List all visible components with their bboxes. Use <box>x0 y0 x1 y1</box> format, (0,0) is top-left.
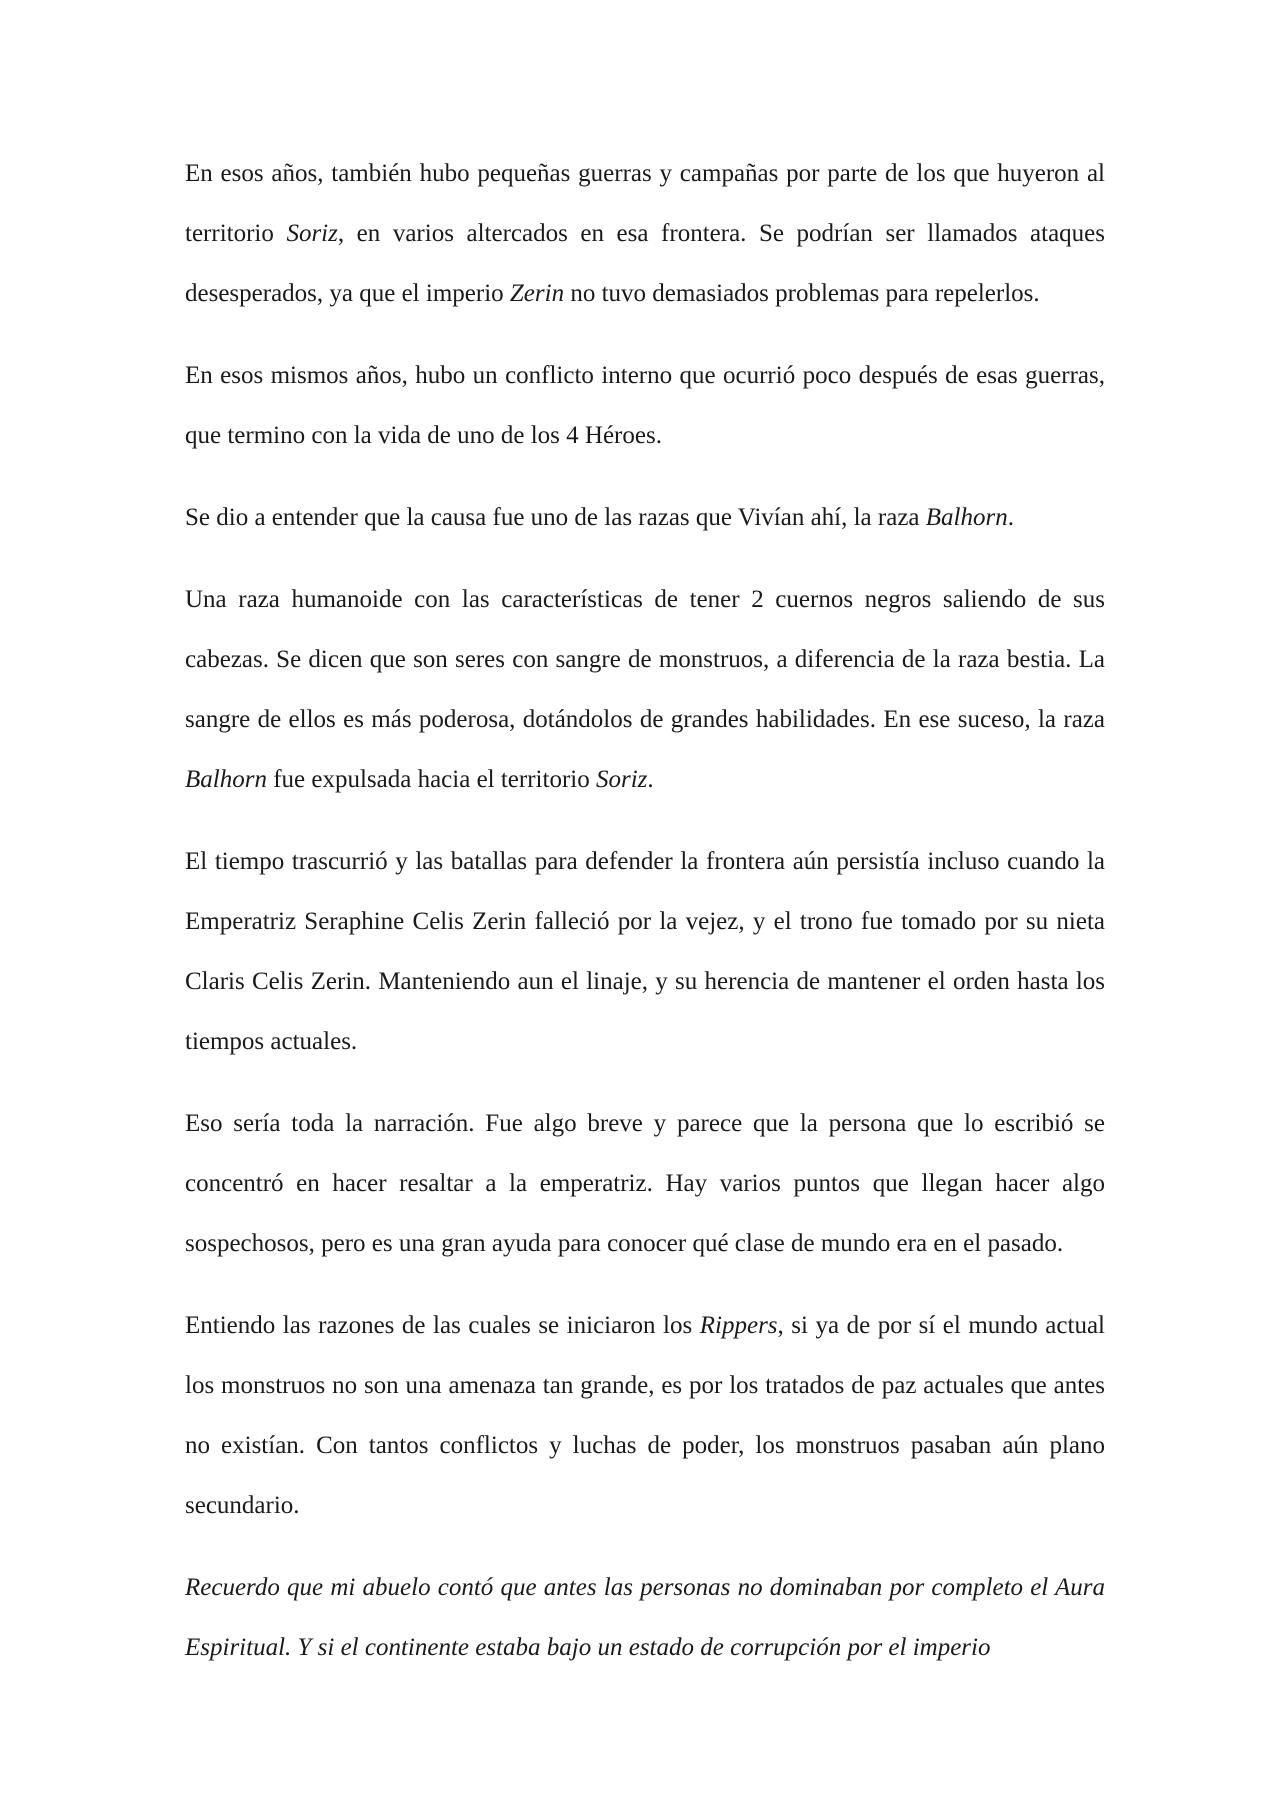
text-run: En esos mismos años, hubo un conflicto interno que ocurrió poco después de esas guerras, que termino con la vida de uno de los 4 Héroes. <box>185 362 1105 449</box>
text-run: . <box>1007 504 1014 531</box>
paragraph-7 <box>185 1296 1105 1536</box>
text-run: Entiendo las razones de las cuales se iniciaron los <box>185 1312 700 1339</box>
paragraph-8 <box>185 1558 1105 1678</box>
paragraph-2 <box>185 346 1105 466</box>
italic-term: Soriz <box>286 220 338 247</box>
paragraph-5 <box>185 832 1105 1072</box>
document-page <box>185 144 1105 1700</box>
text-run: Se dio a entender que la causa fue uno de las razas que Vivían ahí, la raza <box>185 504 926 531</box>
paragraph-1 <box>185 144 1105 324</box>
italic-term: Soriz <box>595 766 648 793</box>
italic-term: Balhorn <box>925 504 1008 531</box>
text-run: El tiempo trascurrió y las batallas para defender la frontera aún persistía incluso cuando la Emperatriz Seraphine Celis Zerin falleció por la vejez, y el trono fue tomado por su nieta Claris Celis Zerin. Manteniendo aun el linaje, y su herencia de mantener el orden hasta los tiempos actuales. <box>185 848 1105 1055</box>
paragraph-4 <box>185 570 1105 810</box>
text-run: , si ya de por sí el mundo actual los monstruos no son una amenaza tan grande, es por los tratados de paz actuales que antes no existían. Con tantos conflictos y luchas de poder, los monstruos pasaban aún plano secundario. <box>185 1312 1105 1519</box>
paragraph-3 <box>185 488 1105 548</box>
italic-term: Zerin <box>509 280 565 307</box>
text-run: Eso sería toda la narración. Fue algo breve y parece que la persona que lo escribió se concentró en hacer resaltar a la emperatriz. Hay varios puntos que llegan hacer algo sospechosos, pero es una gran ayuda para conocer qué clase de mundo era en el pasado. <box>185 1110 1105 1257</box>
text-run: , en varios altercados en esa frontera. Se podrían ser llamados ataques desesperados, ya que el imperio <box>185 220 1105 307</box>
text-run: Una raza humanoide con las características de tener 2 cuernos negros saliendo de sus cabezas. Se dicen que son seres con sangre de monstruos, a diferencia de la raza bestia. La sangre de ellos es más poderosa, dotándolos de grandes habilidades. En ese suceso, la raza <box>185 586 1105 733</box>
paragraph-6 <box>185 1094 1105 1274</box>
italic-term: Rippers <box>699 1312 778 1339</box>
text-run: . <box>647 766 654 793</box>
text-run: fue expulsada hacia el territorio <box>266 766 596 793</box>
text-run: Recuerdo que mi abuelo contó que antes las personas no dominaban por completo el Aura Espiritual. Y si el continente estaba bajo un estado de corrupción por el imperio <box>185 1574 1105 1661</box>
text-run: En esos años, también hubo pequeñas guerras y campañas por parte de los que huyeron al territorio <box>185 160 1105 247</box>
text-run: no tuvo demasiados problemas para repelerlos. <box>564 280 1040 307</box>
italic-term: Balhorn <box>185 766 267 793</box>
